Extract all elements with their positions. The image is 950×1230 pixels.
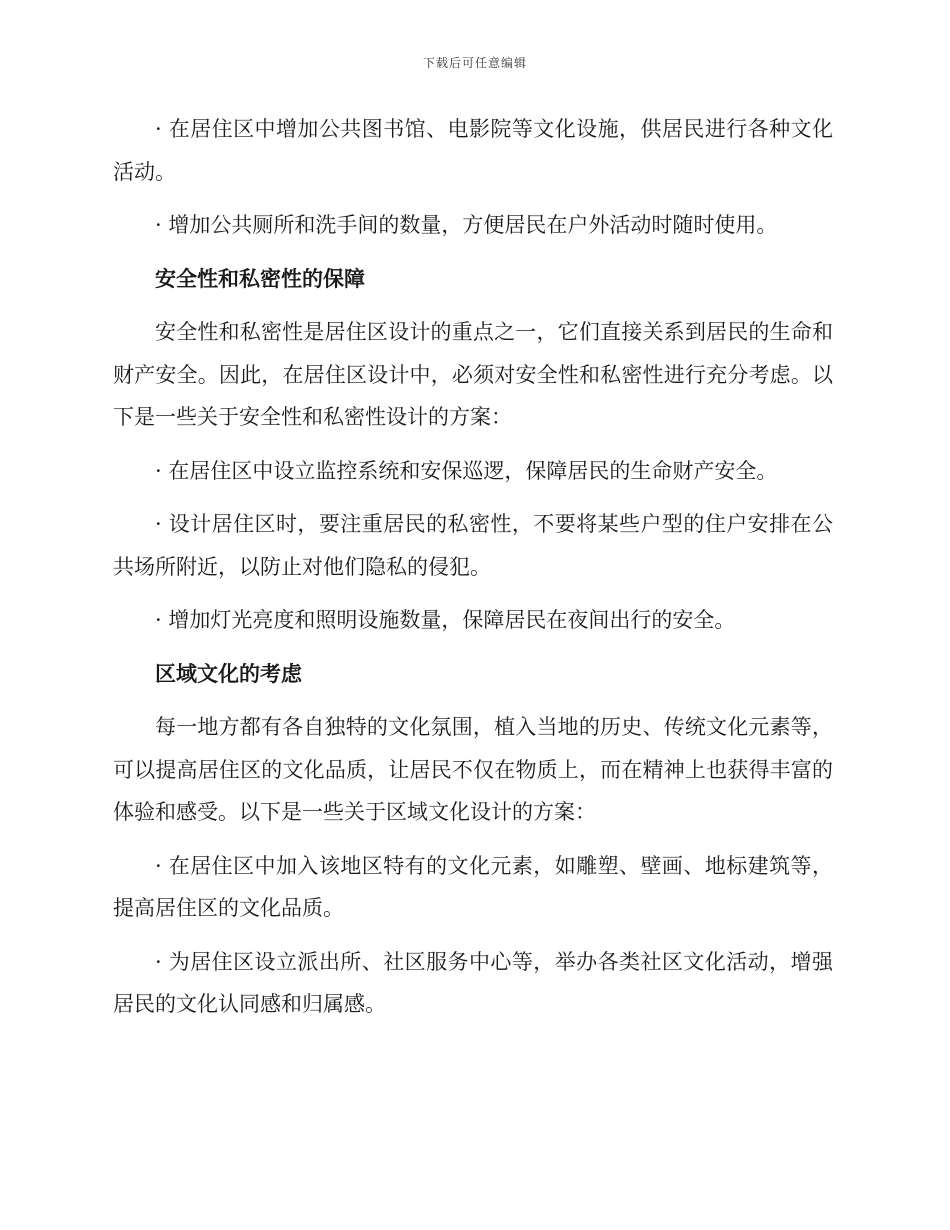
bullet-paragraph: · 增加公共厕所和洗手间的数量，方便居民在户外活动时随时使用。: [155, 213, 778, 237]
page-header: 下载后可任意编辑: [422, 56, 527, 70]
bullet-paragraph: · 增加灯光亮度和照明设施数量，保障居民在夜间出行的安全。: [155, 608, 736, 632]
body-paragraph: 安全性和私密性是居住区设计的重点之一，它们直接关系到居民的生命和财产安全。因此，在居住区设计中，必须对安全性和私密性进行充分考虑。以下是一些关于安全性和私密性设计的方案：: [113, 320, 833, 429]
document-body: [113, 108, 833, 1037]
bullet-paragraph: · 设计居住区时，要注重居民的私密性，不要将某些户型的住户安排在公共场所附近，以防止对他们隐私的侵犯。: [113, 512, 833, 579]
body-paragraph: 每一地方都有各自独特的文化氛围，植入当地的历史、传统文化元素等，可以提高居住区的文化品质，让居民不仅在物质上，而在精神上也获得丰富的体验和感受。以下是一些关于区域文化设计的方案：: [113, 715, 833, 824]
bullet-paragraph: · 在居住区中加入该地区特有的文化元素，如雕塑、壁画、地标建筑等，提高居住区的文化品质。: [113, 853, 833, 920]
section-heading: 区域文化的考虑: [155, 660, 302, 686]
bullet-paragraph: · 为居住区设立派出所、社区服务中心等，举办各类社区文化活动，增强居民的文化认同感和归属感。: [113, 949, 833, 1016]
section-heading: 安全性和私密性的保障: [155, 265, 365, 291]
bullet-paragraph: · 在居住区中设立监控系统和安保巡逻，保障居民的生命财产安全。: [155, 458, 778, 483]
bullet-paragraph: · 在居住区中增加公共图书馆、电影院等文化设施，供居民进行各种文化活动。: [113, 117, 833, 184]
